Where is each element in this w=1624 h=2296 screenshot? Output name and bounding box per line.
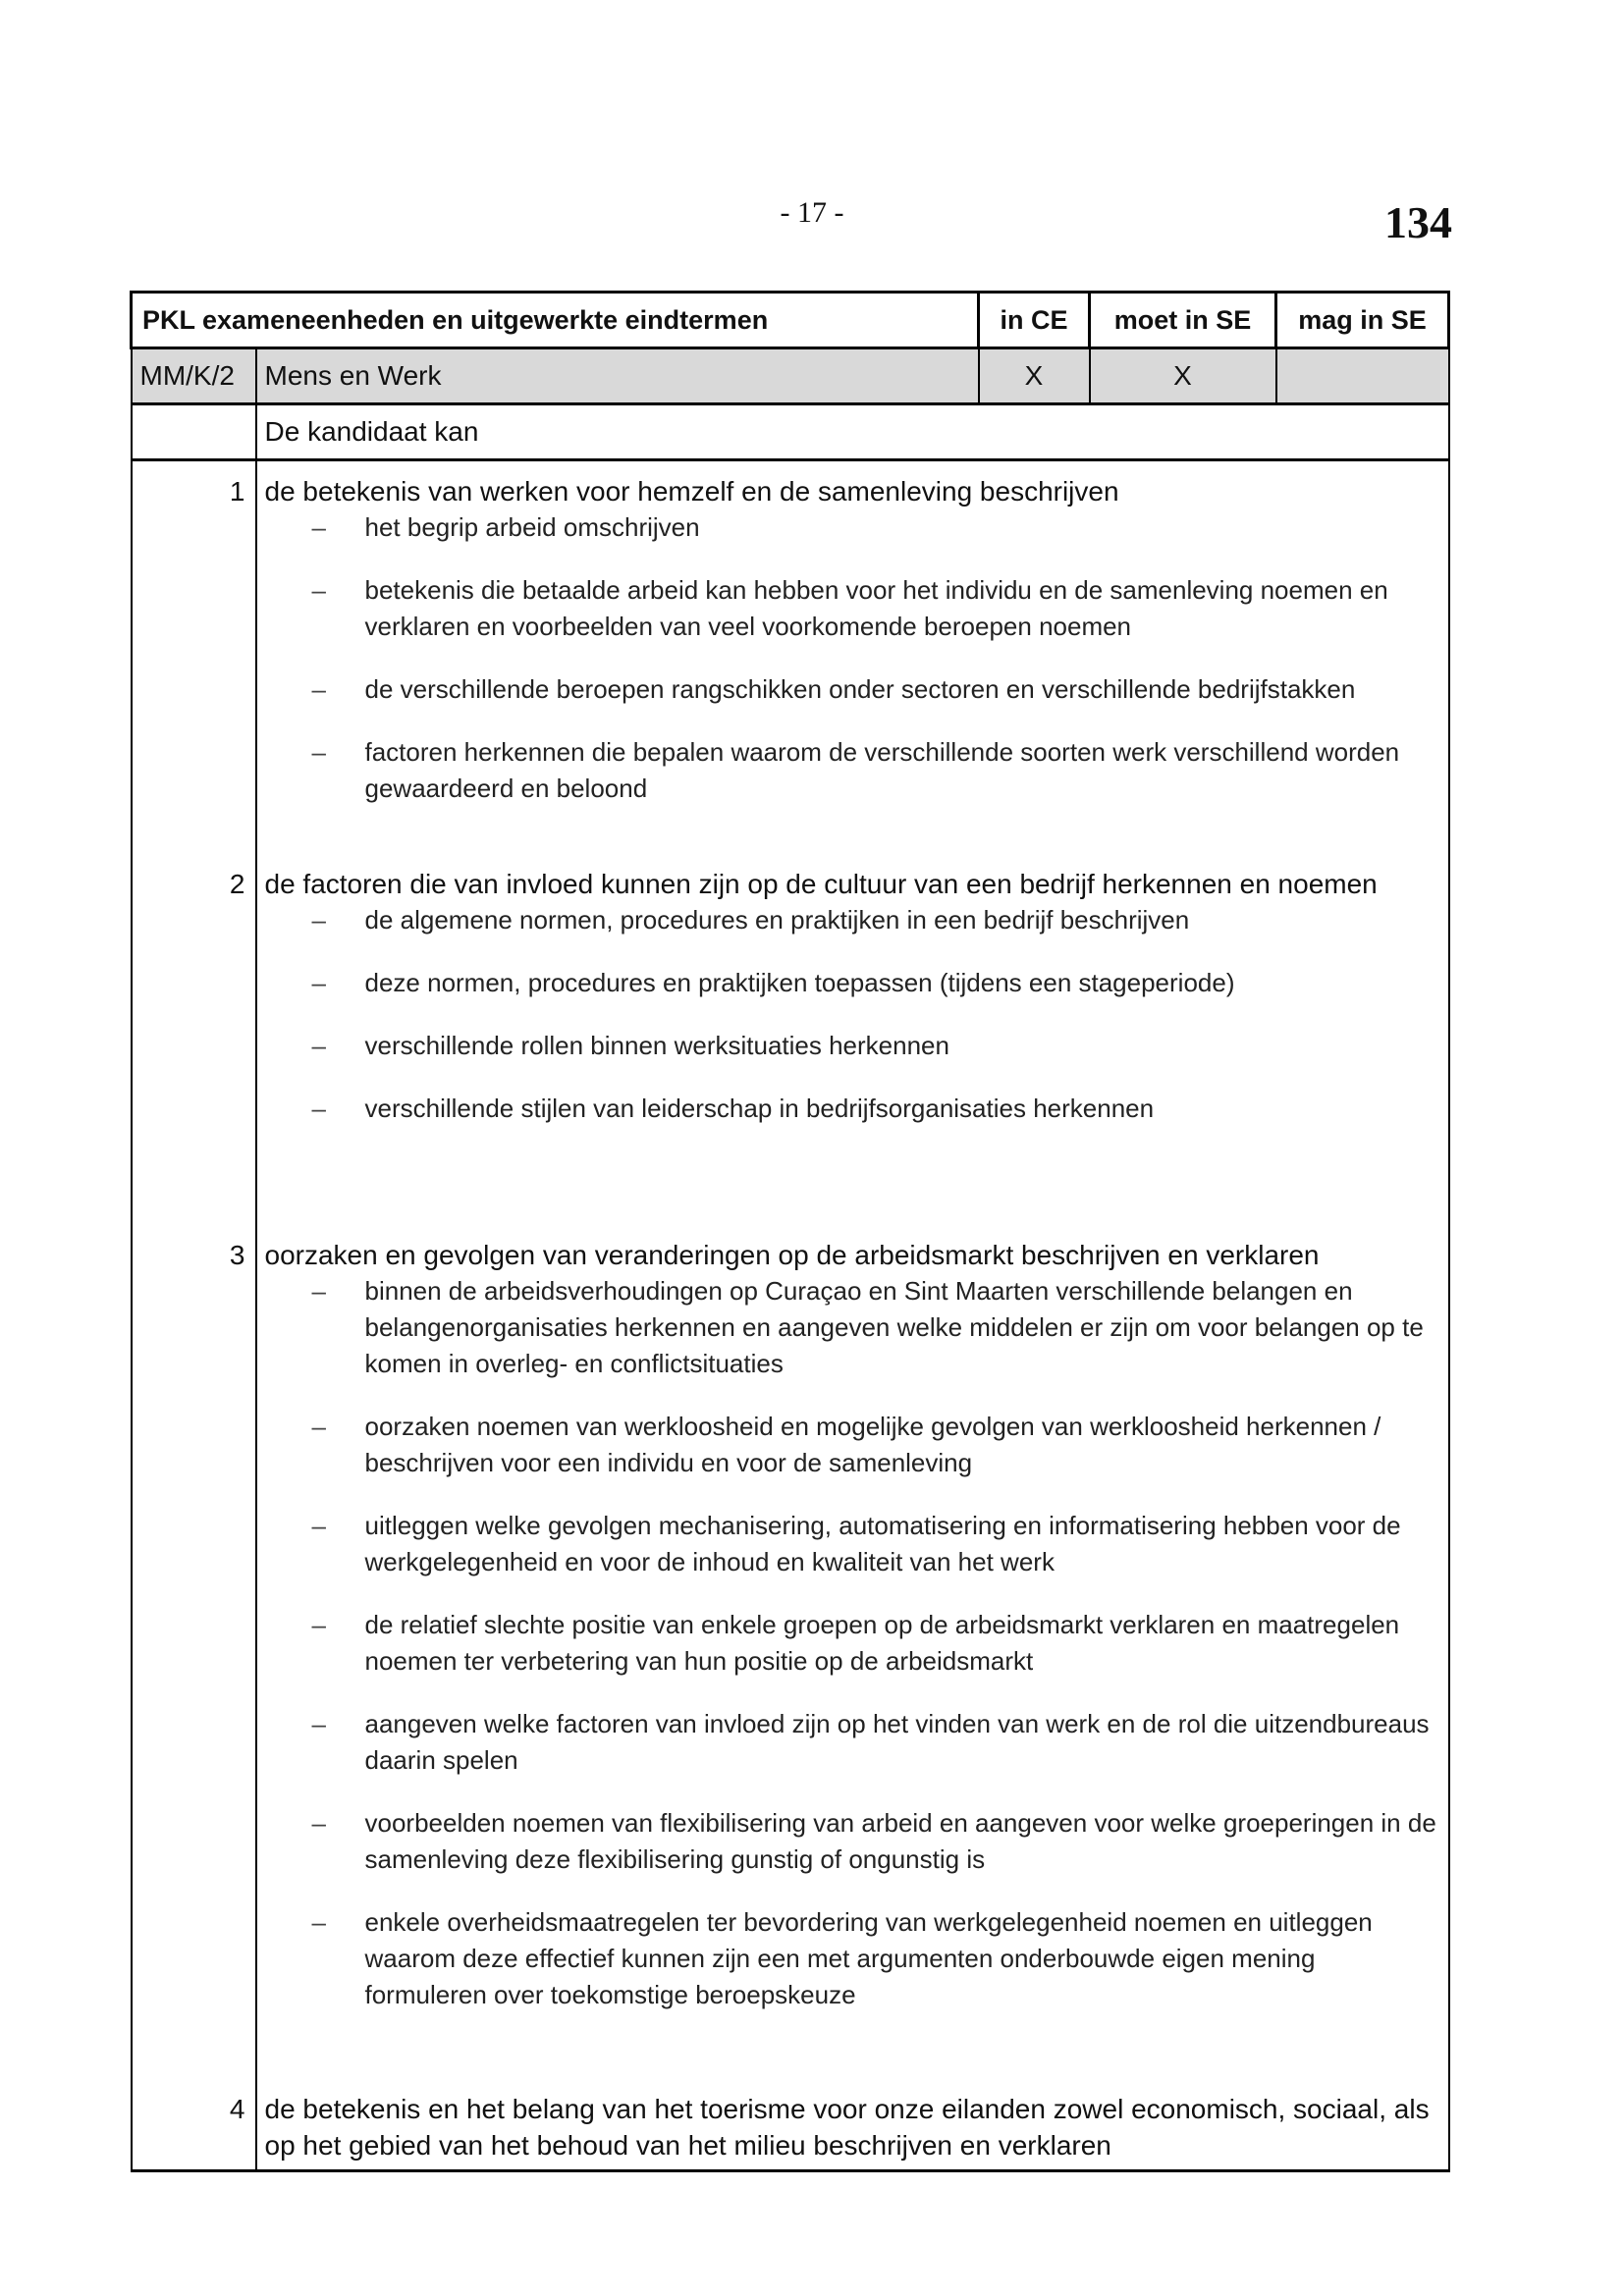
term-content-column [256, 460, 1449, 2171]
list-item: – verschillende stijlen van leiderschap in bedrijfsorganisaties herkennen [257, 1091, 1448, 1127]
dash-icon: – [311, 1511, 326, 1540]
dash-icon: – [311, 1709, 326, 1738]
list-item: – uitleggen welke gevolgen mechanisering, automatisering en informatisering hebben voor de werkgelegenheid en voor de inhoud en kwaliteit van het werk [257, 1508, 1448, 1580]
dash-icon: – [311, 1907, 326, 1937]
dash-icon: – [311, 1808, 326, 1838]
document-number: 134 [1384, 197, 1452, 247]
term-bullets [257, 509, 1448, 807]
term-number: 4 [229, 2094, 245, 2124]
dash-icon: – [311, 674, 326, 704]
list-item: – oorzaken noemen van werkloosheid en mogelijke gevolgen van werkloosheid herkennen / beschrijven voor een individu en voor de samenleving [257, 1409, 1448, 1481]
dash-icon: – [311, 1031, 326, 1060]
term-3 [257, 1225, 1448, 2079]
unit-mag-in-se-mark [1276, 348, 1449, 404]
term-4 [257, 2079, 1448, 2169]
unit-in-ce-mark: X [979, 348, 1090, 404]
dash-icon: – [311, 575, 326, 605]
dash-icon: – [311, 1412, 326, 1441]
term-1 [257, 461, 1448, 854]
page-number: - 17 - [780, 196, 844, 229]
list-item: – verschillende rollen binnen werksituaties herkennen [257, 1028, 1448, 1064]
term-bullets [257, 1273, 1448, 2013]
dash-icon: – [311, 512, 326, 542]
term-title: de factoren die van invloed kunnen zijn op de cultuur van een bedrijf herkennen en noemen [264, 869, 1378, 899]
intro-number-cell [132, 404, 256, 460]
list-item: – de verschillende beroepen rangschikken onder sectoren en verschillende bedrijfstakken [257, 671, 1448, 708]
list-item: – enkele overheidsmaatregelen ter bevordering van werkgelegenheid noemen en uitleggen waarom deze effectief kunnen zijn een met argumenten onderbouwde eigen mening formuleren over toekomstige beroepskeuze [257, 1904, 1448, 2013]
term-number: 2 [229, 869, 245, 899]
header-title: PKL exameneenheden en uitgewerkte eindtermen [132, 293, 979, 348]
unit-row [132, 348, 1449, 404]
intro-text: De kandidaat kan [256, 404, 1449, 460]
term-number: 1 [229, 476, 245, 507]
dash-icon: – [311, 737, 326, 767]
term-title: de betekenis van werken voor hemzelf en de samenleving beschrijven [264, 476, 1119, 507]
intro-row [132, 404, 1449, 460]
unit-name: Mens en Werk [256, 348, 979, 404]
terms-body-row [132, 460, 1449, 2171]
unit-moet-in-se-mark: X [1090, 348, 1276, 404]
term-title: oorzaken en gevolgen van veranderingen op de arbeidsmarkt beschrijven en verklaren [264, 1240, 1320, 1270]
dash-icon: – [311, 1094, 326, 1123]
dash-icon: – [311, 905, 326, 934]
term-numbers-column [132, 460, 256, 2171]
list-item: – factoren herkennen die bepalen waarom de verschillende soorten werk verschillend worden gewaardeerd en beloond [257, 734, 1448, 807]
table-header-row [132, 293, 1449, 348]
header-mag-in-se: mag in SE [1276, 293, 1449, 348]
list-item: – binnen de arbeidsverhoudingen op Curaçao en Sint Maarten verschillende belangen en belangenorganisaties herkennen en aangeven welke middelen er zijn om voor belangen op te komen in overleg- en conflictsituaties [257, 1273, 1448, 1382]
dash-icon: – [311, 1276, 326, 1306]
term-title: de betekenis en het belang van het toerisme voor onze eilanden zowel economisch, sociaal, als op het gebied van het behoud van het milieu beschrijven en verklaren [264, 2094, 1430, 2161]
term-2 [257, 854, 1448, 1225]
term-number: 3 [229, 1240, 245, 1270]
list-item: – de algemene normen, procedures en praktijken in een bedrijf beschrijven [257, 902, 1448, 938]
dash-icon: – [311, 968, 326, 997]
header-moet-in-se: moet in SE [1090, 293, 1276, 348]
list-item: – deze normen, procedures en praktijken toepassen (tijdens een stageperiode) [257, 965, 1448, 1001]
dash-icon: – [311, 1610, 326, 1639]
list-item: – betekenis die betaalde arbeid kan hebben voor het individu en de samenleving noemen en verklaren en voorbeelden van veel voorkomende beroepen noemen [257, 572, 1448, 645]
unit-code: MM/K/2 [132, 348, 256, 404]
list-item: – voorbeelden noemen van flexibilisering van arbeid en aangeven voor welke groeperingen in de samenleving deze flexibilisering gunstig of ongunstig is [257, 1805, 1448, 1878]
list-item: – het begrip arbeid omschrijven [257, 509, 1448, 546]
eindtermen-table [130, 291, 1450, 2172]
header-in-ce: in CE [979, 293, 1090, 348]
list-item: – de relatief slechte positie van enkele groepen op de arbeidsmarkt verklaren en maatregelen noemen ter verbetering van hun positie op de arbeidsmarkt [257, 1607, 1448, 1680]
list-item: – aangeven welke factoren van invloed zijn op het vinden van werk en de rol die uitzendbureaus daarin spelen [257, 1706, 1448, 1779]
term-bullets [257, 902, 1448, 1127]
